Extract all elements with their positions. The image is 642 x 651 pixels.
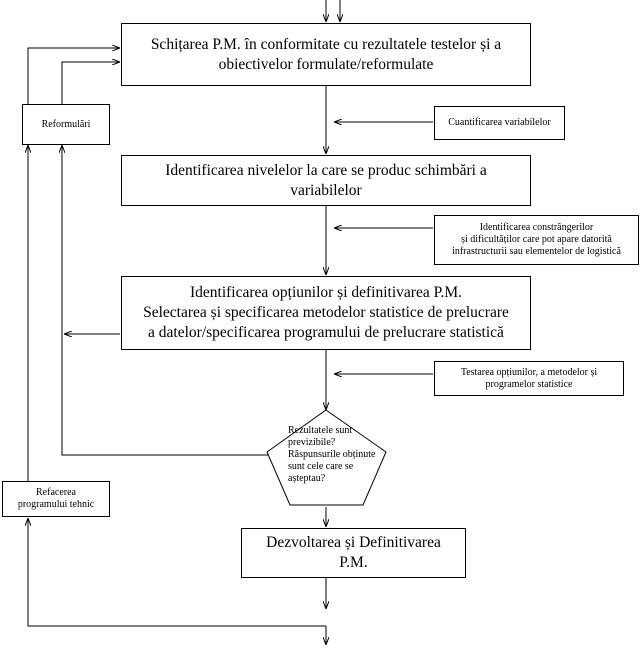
node-constrangeri	[434, 215, 639, 265]
node-reformulari-label: Reformulări	[41, 118, 91, 130]
node-constrangeri-label: Identificarea constrângerilor și dificultăților care pot apare datorită infrastructurii sau elementelor de logistică	[452, 222, 621, 257]
decision-question: Rezultatele sunt previzibile? Răspunsurile obținute sunt cele care se așteptau?	[288, 425, 376, 484]
node-refacerea	[2, 481, 110, 517]
feedback-reformulari-second	[62, 62, 120, 104]
node-cuantificarea-label: Cuantificarea variabilelor	[448, 117, 551, 128]
node-schitarea-label: Schițarea P.M. în conformitate cu rezultatele testelor și a obiectivelor formulate/reformulate	[150, 35, 502, 73]
node-schitarea	[121, 23, 531, 86]
node-cuantificarea	[434, 106, 565, 140]
feedback-reformulari-top	[28, 48, 120, 104]
node-identificarea-optiunilor	[121, 276, 531, 350]
node-identificarea-optiunilor-label: Identificarea opțiunilor și definitivarea P.M. Selectarea și specificarea metodelor statistice de prelucrare a datelor/specificarea programului de prelucrare statistică	[143, 284, 509, 341]
node-identificarea-nivelelor-label: Identificarea nivelelor la care se produc schimbări a variabilelor	[165, 161, 487, 199]
node-testarea	[434, 361, 624, 396]
node-dezvoltarea-label: Dezvoltarea și Definitivarea P.M.	[266, 534, 441, 571]
node-reformulari	[22, 104, 110, 145]
node-dezvoltarea	[241, 528, 466, 578]
node-refacerea-label: Refacerea programului tehnic	[17, 487, 95, 510]
node-testarea-label: Testarea opțiunilor, a metodelor și programelor statistice	[460, 366, 598, 390]
node-identificarea-nivelelor	[121, 155, 531, 206]
